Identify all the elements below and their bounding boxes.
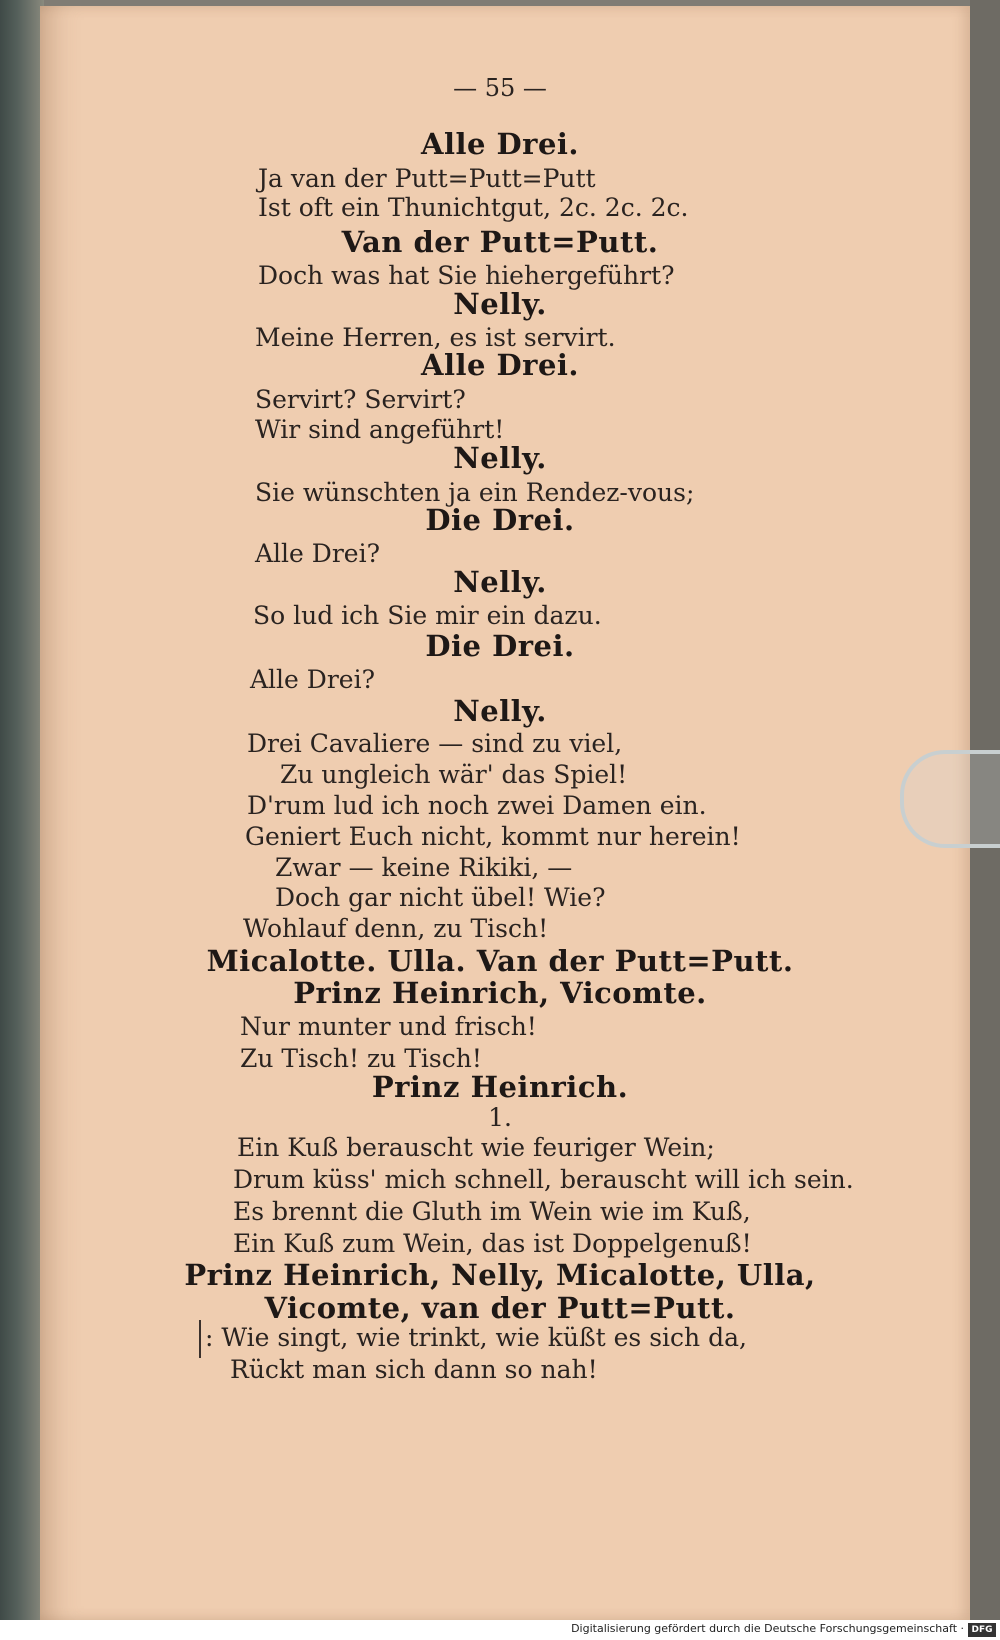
verse-line: Zu ungleich wär' das Spiel! bbox=[280, 760, 628, 789]
verse-line: Alle Drei? bbox=[250, 665, 375, 694]
speaker-heading: Nelly. bbox=[453, 287, 547, 321]
speaker-heading: Van der Putt=Putt. bbox=[341, 225, 659, 259]
verse-line: Zwar — keine Rikiki, — bbox=[275, 853, 573, 882]
verse-line: : Wie singt, wie trinkt, wie küßt es sich da, bbox=[205, 1323, 747, 1352]
verse-line: D'rum lud ich noch zwei Damen ein. bbox=[247, 791, 707, 820]
verse-number: 1. bbox=[488, 1103, 512, 1132]
verse-line: Rückt man sich dann so nah! bbox=[230, 1355, 598, 1384]
speaker-heading: Die Drei. bbox=[425, 503, 575, 537]
verse-line: Es brennt die Gluth im Wein wie im Kuß, bbox=[233, 1197, 751, 1226]
speaker-heading: Prinz Heinrich, Vicomte. bbox=[293, 976, 707, 1010]
verse-line: Wohlauf denn, zu Tisch! bbox=[243, 914, 549, 943]
speaker-heading: Vicomte, van der Putt=Putt. bbox=[264, 1291, 736, 1325]
verse-line: So lud ich Sie mir ein dazu. bbox=[253, 601, 602, 630]
paper-clip bbox=[900, 750, 1000, 848]
verse-line: Ein Kuß berauscht wie feuriger Wein; bbox=[237, 1133, 715, 1162]
speaker-heading: Nelly. bbox=[453, 694, 547, 728]
speaker-heading: Prinz Heinrich, Nelly, Micalotte, Ulla, bbox=[184, 1258, 816, 1292]
speaker-heading: Prinz Heinrich. bbox=[371, 1070, 629, 1104]
verse-line: Ja van der Putt=Putt=Putt bbox=[258, 164, 596, 193]
speaker-heading: Alle Drei. bbox=[420, 348, 580, 382]
verse-line: Geniert Euch nicht, kommt nur herein! bbox=[245, 822, 741, 851]
speaker-heading: Nelly. bbox=[453, 441, 547, 475]
verse-line: Meine Herren, es ist servirt. bbox=[255, 323, 616, 352]
repeat-sign bbox=[199, 1320, 201, 1358]
verse-line: Nur munter und frisch! bbox=[240, 1012, 537, 1041]
verse-line: Sie wünschten ja ein Rendez-vous; bbox=[255, 478, 695, 507]
footer-bar bbox=[0, 1620, 1000, 1640]
speaker-heading: Die Drei. bbox=[425, 629, 575, 663]
verse-line: Drei Cavaliere — sind zu viel, bbox=[247, 729, 623, 758]
speaker-heading: Nelly. bbox=[453, 565, 547, 599]
verse-line: Drum küss' mich schnell, berauscht will ich sein. bbox=[233, 1165, 854, 1194]
funding-credit: Digitalisierung gefördert durch die Deutsche Forschungsgemeinschaft · bbox=[571, 1622, 964, 1635]
speaker-heading: Micalotte. Ulla. Van der Putt=Putt. bbox=[206, 944, 794, 978]
verse-line: Ein Kuß zum Wein, das ist Doppelgenuß! bbox=[233, 1229, 752, 1258]
verse-line: Servirt? Servirt? bbox=[255, 385, 466, 414]
verse-line: Doch gar nicht übel! Wie? bbox=[275, 883, 606, 912]
verse-line: Wir sind angeführt! bbox=[255, 415, 505, 444]
page-number: — 55 — bbox=[453, 74, 547, 102]
verse-line: Zu Tisch! zu Tisch! bbox=[240, 1044, 482, 1073]
verse-line: Doch was hat Sie hiehergeführt? bbox=[258, 261, 675, 290]
verse-line: Alle Drei? bbox=[255, 539, 380, 568]
verse-line: Ist oft ein Thunichtgut, 2c. 2c. 2c. bbox=[258, 193, 689, 222]
dfg-logo: DFG bbox=[968, 1623, 996, 1637]
speaker-heading: Alle Drei. bbox=[420, 127, 580, 161]
